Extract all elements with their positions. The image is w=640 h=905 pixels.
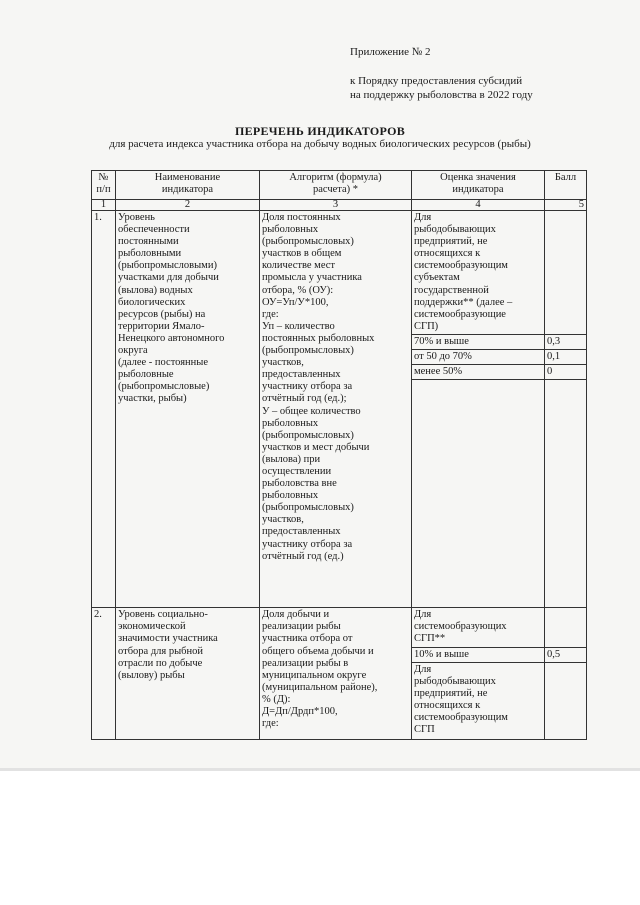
appendix-line: к Порядку предоставления субсидий [350,75,523,87]
table-row [92,211,587,335]
indicator-name-line: отрасли по добыче [118,657,203,669]
group-label-line: субъектам [414,272,460,284]
group-label-line: предприятий, не [414,687,488,699]
score-range: 70% и выше [412,334,545,349]
indicator-name-line: рыболовные [118,369,174,381]
score-points: 0,3 [545,334,587,349]
formula-line: промысла у участника [262,272,362,284]
group-label-line: СГП [414,724,435,736]
col-header-num: № п/п [92,171,116,200]
formula-line: отчётный год (ед.) [262,550,344,562]
group-label-line: Для [414,663,432,675]
indicator-name-line: значимости участника [118,633,218,645]
empty-estimate [412,380,545,608]
indicator-formula [260,608,412,739]
col-header-formula: Алгоритм (формула) расчета) * [260,171,412,200]
appendix-line: на поддержку рыболовства в 2022 году [350,89,533,101]
group-label-line: СГП** [414,633,446,645]
score-range: от 50 до 70% [412,350,545,365]
group-label-line: относящихся к [414,248,481,260]
formula-line: отбора, % (ОУ): [262,284,334,296]
indicator-name [116,608,260,739]
formula-line: Д=Дп/Дрдп*100, [262,705,338,717]
appendix-number [350,45,431,59]
appendix-line: Приложение № 2 [350,46,431,58]
formula-line: (рыбопромысловых) [262,429,354,441]
table-header-row [92,171,587,200]
indicator-name-line: рыболовными [118,248,182,260]
formula-line: рыболовных [262,417,319,429]
formula-line: (муниципальном районе), [262,681,378,693]
score-points: 0 [545,365,587,380]
estimate-group-label [412,662,545,739]
score-range: 10% и выше [412,647,545,662]
table-row [92,608,587,647]
formula-line: предоставленных [262,526,341,538]
points-cell [545,608,587,647]
group-label-line: поддержки** (далее – [414,296,513,308]
col-header-estimate: Оценка значения индикатора [412,171,545,200]
formula-line: реализации рыбы в [262,657,349,669]
score-range: менее 50% [412,365,545,380]
col-number: 3 [260,200,412,211]
row-number: 1. [92,211,116,608]
indicator-name-line: обеспеченности [118,224,190,236]
formula-line: постоянных рыболовных [262,332,375,344]
group-label-line: предприятий, не [414,236,488,248]
formula-line: (рыбопромысловых) [262,502,354,514]
col-header-name: Наименование индикатора [116,171,260,200]
indicator-name-line: Уровень [118,212,155,223]
formula-line: участков, [262,514,304,526]
empty-points [545,380,587,608]
formula-line: количестве мест [262,260,335,272]
formula-line: общего объема добычи и [262,645,374,657]
score-points: 0,5 [545,647,587,662]
document-subtitle: для расчета индекса участника отбора на добычу водных биологических ресурсов (рыбы) [109,138,531,150]
col-number: 5 [545,200,587,211]
formula-line: осуществлении [262,465,332,477]
col-number: 4 [412,200,545,211]
indicator-name-line: постоянными [118,236,179,248]
formula-line: % (Д): [262,693,291,705]
formula-line: Доля постоянных [262,212,341,223]
group-label-line: рыбодобывающих [414,224,496,236]
formula-line: предоставленных [262,369,341,381]
indicator-name-line: участками для добычи [118,272,219,284]
group-label-line: Для [414,609,432,621]
group-label-line: государственной [414,284,489,296]
indicator-name-line: территории Ямало- [118,320,205,332]
col-header-points: Балл [545,171,587,200]
formula-line: где: [262,718,279,730]
formula-line: участнику отбора за [262,538,353,550]
formula-line: Доля добычи и [262,609,330,621]
row-number: 2. [92,608,116,739]
formula-line: отчётный год (ед.); [262,393,347,405]
page-edge [0,768,640,771]
formula-line: муниципальном округе [262,669,367,681]
formula-line: Уп – количество [262,320,335,332]
group-label-line: рыбодобывающих [414,675,496,687]
group-label-line: СГП) [414,320,439,332]
group-label-line: системообразующим [414,260,508,272]
formula-line: участника отбора от [262,633,353,645]
indicators-table [91,170,587,740]
indicator-name-line: (рыбопромысловые) [118,381,210,393]
points-cell [545,662,587,739]
group-label-line: системообразующие [414,308,506,320]
formula-line: рыболовных [262,224,319,236]
indicator-name-line: отбора для рыбной [118,645,203,657]
indicator-name-line: (далее - постоянные [118,357,208,369]
indicator-name-line: (вылова) водных [118,284,193,296]
formula-line: У – общее количество [262,405,361,417]
indicator-name-line: (вылову) рыбы [118,669,185,681]
col-number: 1 [92,200,116,211]
formula-line: (рыбопромысловых) [262,345,354,357]
indicator-name-line: (рыбопромысловыми) [118,260,217,272]
group-label-line: относящихся к [414,699,481,711]
formula-line: участнику отбора за [262,381,353,393]
indicator-name-line: Уровень социально- [118,609,208,621]
indicator-name-line: ресурсов (рыбы) на [118,308,206,320]
document-title: ПЕРЕЧЕНЬ ИНДИКАТОРОВ [234,124,406,138]
formula-line: участков и мест добычи [262,441,370,453]
indicator-name-line: биологических [118,296,186,308]
formula-line: участков, [262,357,304,369]
group-label-line: системообразующих [414,621,507,633]
group-label-line: Для [414,212,432,223]
score-points: 0,1 [545,350,587,365]
formula-line: рыболовства вне [262,478,337,490]
indicator-name [116,211,260,608]
column-numbers-row [92,200,587,211]
indicator-formula [260,211,412,608]
formula-line: ОУ=Уп/У*100, [262,296,329,308]
points-cell [545,211,587,335]
formula-line: участков в общем [262,248,342,260]
indicator-name-line: округа [118,345,148,357]
indicator-name-line: участки, рыбы) [118,393,187,405]
formula-line: (вылова) при [262,453,321,465]
formula-line: реализации рыбы [262,621,341,633]
col-number: 2 [116,200,260,211]
group-label-line: системообразующим [414,711,508,723]
indicator-name-line: Ненецкого автономного [118,332,225,344]
formula-line: рыболовных [262,490,319,502]
formula-line: (рыбопромысловых) [262,236,354,248]
estimate-group-label [412,608,545,647]
formula-line: где: [262,308,279,320]
estimate-group-label [412,211,545,335]
indicator-name-line: экономической [118,621,186,633]
appendix-reference [350,74,533,102]
